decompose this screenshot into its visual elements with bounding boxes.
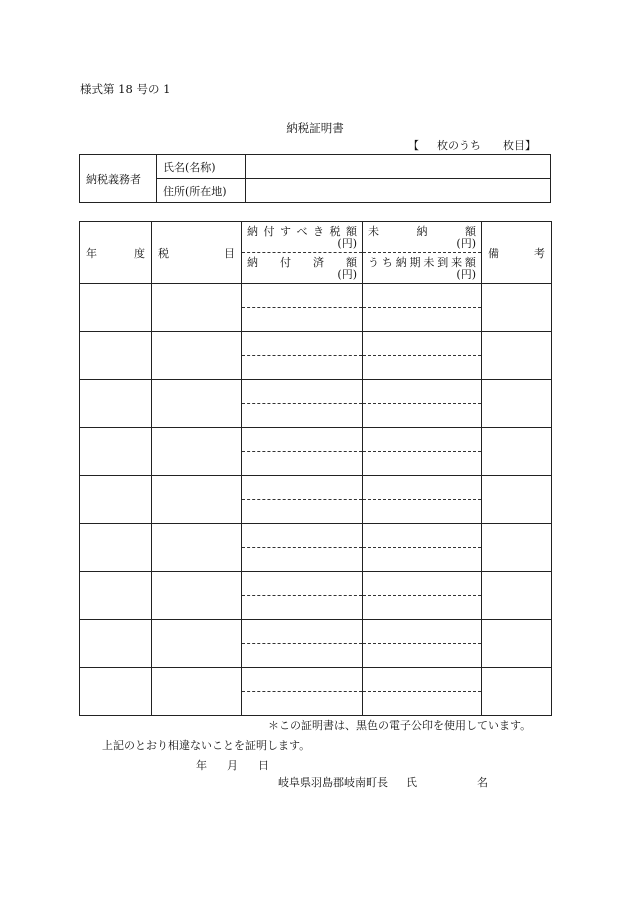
cell-year[interactable] — [80, 284, 152, 332]
cell-paid[interactable] — [242, 692, 363, 716]
header-char: 考 — [534, 246, 545, 260]
tax-table — [79, 221, 552, 716]
cell-unpaid-sub[interactable] — [363, 500, 482, 524]
issuer-name-label-a: 氏 — [406, 776, 417, 789]
cell-unpaid[interactable] — [363, 524, 482, 548]
header-char: き — [313, 225, 324, 238]
cell-year[interactable] — [80, 620, 152, 668]
date-year: 年 — [196, 759, 207, 772]
header-char: 付 — [280, 256, 291, 269]
header-char: 納 — [247, 256, 258, 269]
header-item — [152, 222, 242, 284]
cell-remarks[interactable] — [482, 572, 552, 620]
taxpayer-table — [79, 154, 551, 203]
header-year — [80, 222, 152, 284]
cell-paid[interactable] — [242, 596, 363, 620]
header-char: う — [368, 256, 379, 269]
cell-due[interactable] — [242, 428, 363, 452]
name-label: 氏名(名称) — [157, 155, 246, 179]
header-char: 納 — [395, 256, 407, 269]
cell-unpaid-sub[interactable] — [363, 356, 482, 380]
cell-item[interactable] — [152, 620, 242, 668]
cell-due[interactable] — [242, 332, 363, 356]
cell-year[interactable] — [80, 428, 152, 476]
header-char: 期 — [409, 256, 421, 269]
sheet-count — [408, 137, 536, 153]
header-char: 到 — [437, 256, 449, 269]
header-unpaid — [363, 222, 482, 253]
date-month: 月 — [227, 759, 238, 772]
header-due-unit: (円) — [337, 237, 357, 250]
cell-item[interactable] — [152, 284, 242, 332]
table-row — [80, 476, 552, 500]
cell-unpaid[interactable] — [363, 332, 482, 356]
cell-due[interactable] — [242, 620, 363, 644]
cell-year[interactable] — [80, 476, 152, 524]
name-value[interactable] — [246, 155, 551, 179]
document-title: 納税証明書 — [286, 121, 344, 135]
cell-item[interactable] — [152, 572, 242, 620]
header-char: 備 — [488, 246, 499, 260]
issuer — [278, 774, 488, 790]
cell-item[interactable] — [152, 668, 242, 716]
cell-remarks[interactable] — [482, 428, 552, 476]
date-line — [196, 757, 269, 773]
cell-paid[interactable] — [242, 548, 363, 572]
cell-year[interactable] — [80, 332, 152, 380]
footnote: ＊この証明書は、黒色の電子公印を使用しています。 — [268, 719, 532, 732]
table-row — [80, 380, 552, 404]
table-row — [80, 668, 552, 692]
table-row — [80, 620, 552, 644]
header-char: ち — [381, 256, 393, 269]
header-char: 額 — [465, 225, 476, 238]
cell-remarks[interactable] — [482, 668, 552, 716]
cell-unpaid[interactable] — [363, 668, 482, 692]
header-char: 付 — [263, 225, 275, 238]
cell-due[interactable] — [242, 524, 363, 548]
cell-paid[interactable] — [242, 452, 363, 476]
cell-remarks[interactable] — [482, 524, 552, 572]
cell-due[interactable] — [242, 284, 363, 308]
sheet-count-current: 枚目】 — [503, 139, 536, 152]
cell-item[interactable] — [152, 428, 242, 476]
cell-unpaid-sub[interactable] — [363, 404, 482, 428]
cell-item[interactable] — [152, 476, 242, 524]
cell-unpaid[interactable] — [363, 380, 482, 404]
taxpayer-label: 納税義務者 — [80, 155, 157, 203]
date-day: 日 — [258, 759, 269, 772]
table-row — [80, 284, 552, 308]
cell-item[interactable] — [152, 524, 242, 572]
cell-paid[interactable] — [242, 404, 363, 428]
cell-remarks[interactable] — [482, 620, 552, 668]
header-char: 納 — [247, 225, 258, 238]
header-char: 額 — [464, 256, 476, 269]
cell-paid[interactable] — [242, 308, 363, 332]
header-char: 未 — [368, 225, 379, 238]
header-year-text — [80, 245, 151, 261]
cell-paid[interactable] — [242, 356, 363, 380]
header-char: 来 — [451, 256, 463, 269]
header-paid — [242, 253, 363, 284]
header-remarks-text — [482, 245, 551, 261]
header-item-text — [152, 245, 241, 261]
table-row — [80, 332, 552, 356]
cell-item[interactable] — [152, 380, 242, 428]
cell-paid[interactable] — [242, 644, 363, 668]
certification-text: 上記のとおり相違ないことを証明します。 — [102, 739, 311, 752]
header-char: 納 — [416, 225, 428, 238]
cell-remarks[interactable] — [482, 332, 552, 380]
cell-unpaid-sub[interactable] — [363, 644, 482, 668]
header-unpaid-unit: (円) — [456, 237, 476, 250]
cell-due[interactable] — [242, 668, 363, 692]
cell-year[interactable] — [80, 572, 152, 620]
cell-unpaid[interactable] — [363, 476, 482, 500]
cell-remarks[interactable] — [482, 476, 552, 524]
header-char: 税 — [329, 225, 341, 238]
cell-unpaid-sub[interactable] — [363, 452, 482, 476]
cell-unpaid-sub[interactable] — [363, 548, 482, 572]
form-number: 様式第 18 号の 1 — [80, 82, 171, 96]
cell-unpaid[interactable] — [363, 572, 482, 596]
cell-due[interactable] — [242, 380, 363, 404]
header-char: 済 — [313, 256, 324, 269]
header-char: 額 — [346, 256, 357, 269]
cell-paid[interactable] — [242, 500, 363, 524]
cell-year[interactable] — [80, 668, 152, 716]
cell-year[interactable] — [80, 524, 152, 572]
cell-year[interactable] — [80, 380, 152, 428]
header-char: 未 — [423, 256, 435, 269]
cell-unpaid-sub[interactable] — [363, 692, 482, 716]
cell-unpaid-sub[interactable] — [363, 596, 482, 620]
table-row — [80, 572, 552, 596]
header-unpaid-sub-unit: (円) — [456, 268, 476, 281]
address-value[interactable] — [246, 179, 551, 203]
cell-unpaid[interactable] — [363, 620, 482, 644]
cell-unpaid-sub[interactable] — [363, 308, 482, 332]
table-row — [80, 524, 552, 548]
cell-unpaid[interactable] — [363, 284, 482, 308]
header-paid-unit: (円) — [337, 268, 357, 281]
header-char: 額 — [346, 225, 357, 238]
cell-item[interactable] — [152, 332, 242, 380]
cell-due[interactable] — [242, 476, 363, 500]
sheet-count-total: 枚のうち — [437, 139, 481, 152]
table-row — [80, 428, 552, 452]
issuer-name-label-b: 名 — [477, 776, 488, 789]
address-label: 住所(所在地) — [157, 179, 246, 203]
header-char: す — [280, 225, 291, 238]
header-due — [242, 222, 363, 253]
cell-remarks[interactable] — [482, 380, 552, 428]
cell-unpaid[interactable] — [363, 428, 482, 452]
header-char: べ — [296, 225, 308, 238]
header-unpaid-sub — [363, 253, 482, 284]
header-char: 目 — [224, 246, 235, 260]
cell-remarks[interactable] — [482, 284, 552, 332]
header-char: 度 — [134, 246, 145, 260]
issuer-title: 岐阜県羽島郡岐南町長 — [278, 776, 388, 789]
header-remarks — [482, 222, 552, 284]
header-char: 年 — [86, 246, 97, 260]
sheet-count-open: 【 — [408, 139, 419, 152]
header-char: 税 — [158, 246, 169, 260]
cell-due[interactable] — [242, 572, 363, 596]
